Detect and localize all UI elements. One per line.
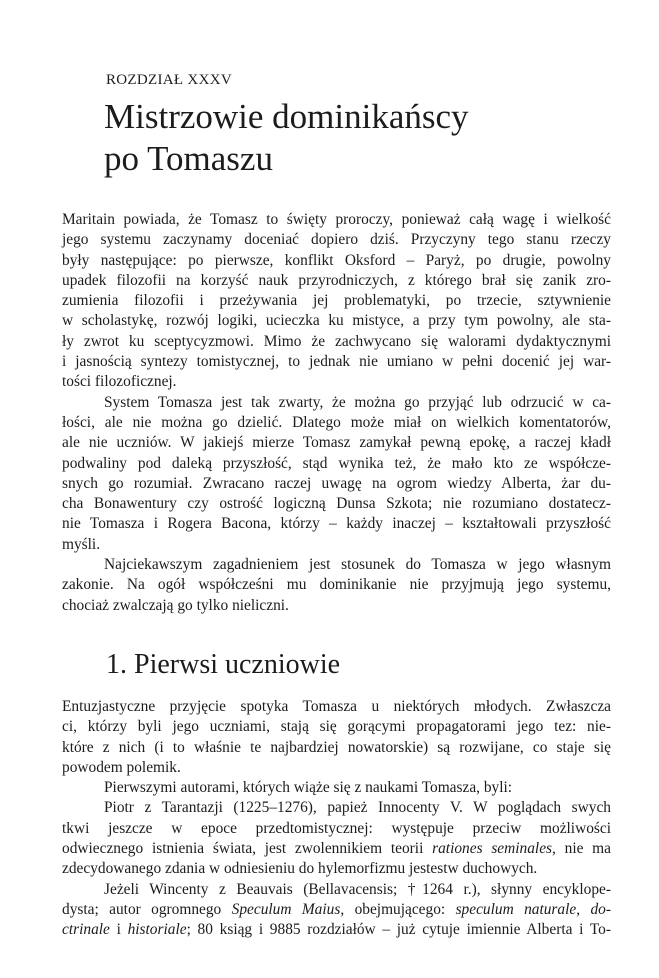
section-paragraph-4 <box>62 880 611 941</box>
text-line: łości, ale nie można go dzielić. Dlatego może miał on wielkich komentatorów, <box>62 413 611 431</box>
text-line: w scholastykę, rozwój logiki, ucieczka ku mistyce, a przy tym powolny, ale sta- <box>62 312 611 330</box>
section-title: 1. Pierwsi uczniowie <box>106 649 341 680</box>
section-text <box>62 697 611 941</box>
work-title: historiale <box>127 921 187 939</box>
text-run: odwiecznego istnienia świata, jest zwolennikiem teorii <box>62 840 433 858</box>
text-line: Piotr z Tarantazji (1225–1276), papież Innocenty V. W poglądach swych <box>104 799 611 817</box>
text-line: Maritain powiada, że Tomasz to święty proroczy, ponieważ całą wagę i wielkość <box>62 211 611 228</box>
text-line: tości filozoficznej. <box>62 373 177 391</box>
text-line: które z nich (i to właśnie te najbardziej nowatorskie) są rozwijane, co staje się <box>62 738 611 756</box>
text-line: podwaliny pod daleką przyszłość, stąd wynika też, że mało kto ze współcze- <box>62 454 611 472</box>
text-line: jego systemu zaczynamy doceniać dopiero dziś. Przyczyny tego stanu rzeczy <box>62 231 611 249</box>
chapter-title <box>104 96 469 180</box>
text-line: powodem polemik. <box>62 758 181 776</box>
intro-paragraph-2 <box>62 393 611 555</box>
text-line: zdecydowanego zdania w odniesieniu do hylemorfizmu jestestw duchowych. <box>62 860 538 878</box>
section-paragraph-3 <box>62 798 611 879</box>
text-line: Pierwszymi autorami, których wiąże się z naukami Tomasza, byli: <box>104 779 513 797</box>
section-paragraph-2 <box>62 778 611 798</box>
section-paragraph-1 <box>62 697 611 778</box>
text-run: , obejmującego: <box>340 900 456 918</box>
text-line: były następujące: po pierwsze, konflikt Oksford – Paryż, po drugie, powolny <box>62 251 611 269</box>
intro-paragraph-1 <box>62 210 611 393</box>
text-line <box>62 839 611 859</box>
work-title: Speculum Maius <box>231 900 341 918</box>
text-line: System Tomasza jest tak zwarty, że można go przyjąć lub odrzucić w ca- <box>104 393 611 411</box>
text-run: , <box>576 900 591 918</box>
text-run: ; 80 ksiąg i 9885 rozdziałów – już cytuje imiennie Alberta i To- <box>186 921 611 939</box>
text-line: cha Bonawentury czy ostrość logiczną Dunsa Szkota; nie rozumiano dostatecz- <box>62 495 611 513</box>
intro-text <box>62 210 611 616</box>
latin-term: rationes seminales <box>432 840 553 858</box>
text-line: nie Tomasza i Rogera Bacona, którzy – każdy inaczej – kształtowali przyszłość <box>62 515 611 533</box>
text-run: dysta; autor ogromnego <box>62 900 232 918</box>
text-line: zakonie. Na ogół współcześni mu dominikanie nie przyjmują jego systemu, <box>62 576 611 594</box>
work-title: ctrinale <box>62 921 110 939</box>
text-line: tkwi jeszcze w epoce przedtomistycznej: występuje przeciw możliwości <box>62 819 611 837</box>
chapter-title-line-1: Mistrzowie dominikańscy <box>104 97 469 136</box>
chapter-title-line-2: po Tomaszu <box>104 139 273 178</box>
text-line: i jasnością syntezy tomistycznej, to jednak nie umiano w pełni docenić jej war- <box>62 353 611 371</box>
chapter-label: ROZDZIAŁ XXXV <box>106 72 232 88</box>
intro-paragraph-3 <box>62 555 611 616</box>
text-line: ci, którzy byli jego uczniami, stają się gorącymi propagatorami jego tez: nie- <box>62 718 611 736</box>
work-title: speculum naturale <box>455 900 577 918</box>
text-line: zumienia filozofii i przeżywania jej problematyki, po trzecie, sztywnienie <box>62 292 611 310</box>
text-line: ły zwrot ku sceptycyzmowi. Mimo że zachwycano się walorami dydaktycznymi <box>62 332 611 350</box>
work-title: do- <box>590 900 611 918</box>
text-line: Jeżeli Wincenty z Beauvais (Bellavacensis; †1264 r.), słynny encyklope- <box>104 880 611 898</box>
text-line: myśli. <box>62 535 101 553</box>
text-line <box>62 900 611 920</box>
text-run: , nie ma <box>552 840 611 858</box>
text-line: chociaż zwalczają go tylko nieliczni. <box>62 596 289 614</box>
text-line: Entuzjastyczne przyjęcie spotyka Tomasza u niektórych młodych. Zwłaszcza <box>62 698 611 715</box>
text-run: i <box>109 921 128 939</box>
text-line: snych go rozumiał. Zwracano raczej uwagę na ogrom wiedzy Alberta, żar du- <box>62 474 611 492</box>
text-line: Najciekawszym zagadnieniem jest stosunek do Tomasza w jego własnym <box>104 556 611 574</box>
text-line <box>62 920 611 940</box>
text-line: ale nie uczniów. W jakiejś mierze Tomasz zamykał pewną epokę, a raczej kładł <box>62 434 611 452</box>
text-line: upadek filozofii na korzyść nauk przyrodniczych, z którego brał się zanik zro- <box>62 271 611 289</box>
